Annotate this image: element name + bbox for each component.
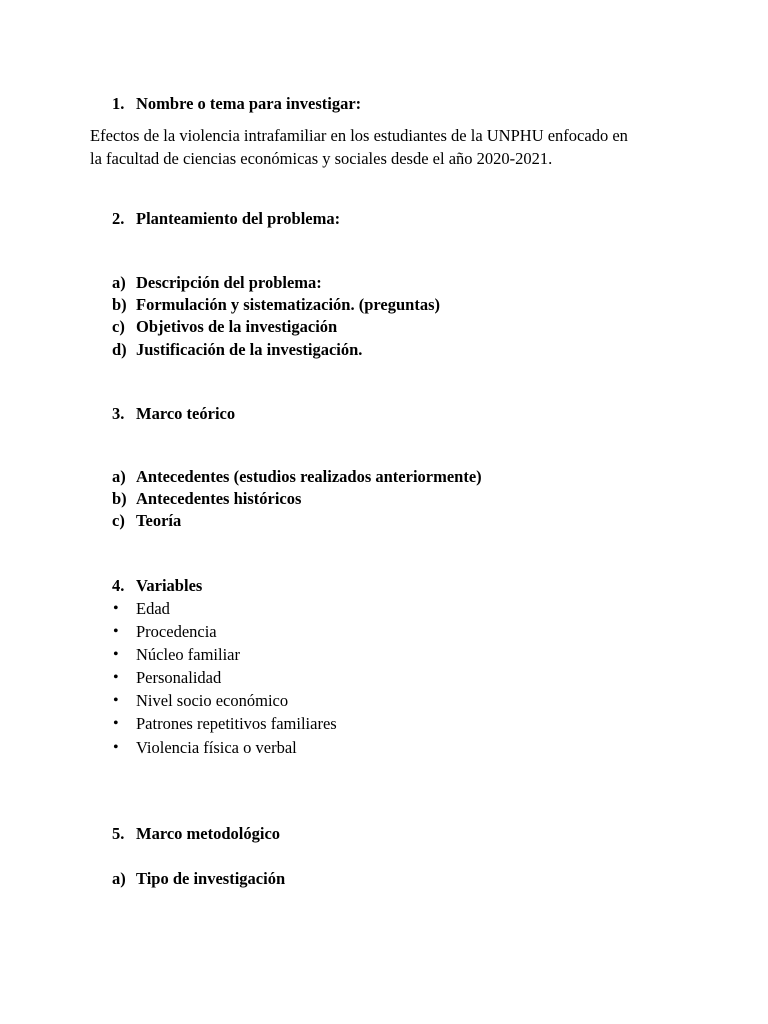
list-item-text: Teoría: [136, 511, 182, 530]
section-2-item-a: [112, 272, 322, 294]
variable-item: Violencia física o verbal: [136, 738, 297, 757]
bullet-icon: •: [113, 739, 119, 756]
list-marker: a): [112, 273, 126, 292]
list-item-text: Tipo de investigación: [136, 869, 286, 888]
section-4-heading: [112, 575, 202, 597]
section-4-title: Variables: [136, 576, 203, 595]
list-item-text: Descripción del problema:: [136, 273, 322, 292]
variable-item: Procedencia: [136, 622, 217, 641]
bullet-icon: •: [113, 600, 119, 617]
list-marker: d): [112, 340, 127, 359]
section-3-item-a: [112, 466, 482, 488]
section-2-heading: [112, 208, 340, 230]
list-marker: b): [112, 295, 127, 314]
section-5-title: Marco metodológico: [136, 824, 281, 843]
section-1-heading: [112, 93, 361, 115]
section-5-number: 5.: [112, 824, 125, 843]
variable-item: Edad: [136, 599, 170, 618]
section-2-title: Planteamiento del problema:: [136, 209, 341, 228]
list-item-text: Objetivos de la investigación: [136, 317, 338, 336]
section-1-number: 1.: [112, 94, 125, 113]
bullet-icon: •: [113, 715, 119, 732]
list-marker: a): [112, 869, 126, 888]
section-2-item-c: [112, 316, 337, 338]
section-5-item-a: [112, 868, 285, 890]
section-3-title: Marco teórico: [136, 404, 236, 423]
list-marker: c): [112, 317, 125, 336]
variable-item: Personalidad: [136, 668, 222, 687]
section-2-item-d: [112, 339, 362, 361]
list-item-text: Justificación de la investigación.: [136, 340, 363, 359]
section-3-item-c: [112, 510, 181, 532]
bullet-icon: •: [113, 669, 119, 686]
bullet-icon: •: [113, 623, 119, 640]
section-3-item-b: [112, 488, 301, 510]
section-2-item-b: [112, 294, 440, 316]
section-3-heading: [112, 403, 235, 425]
section-1-title: Nombre o tema para investigar:: [136, 94, 362, 113]
list-item-text: Formulación y sistematización. (preguntas): [136, 295, 441, 314]
section-3-number: 3.: [112, 404, 125, 423]
list-item-text: Antecedentes históricos: [136, 489, 302, 508]
variable-item: Patrones repetitivos familiares: [136, 714, 337, 733]
section-5-heading: [112, 823, 280, 845]
variable-item: Nivel socio económico: [136, 691, 289, 710]
bullet-icon: •: [113, 646, 119, 663]
section-1-paragraph-line-1: Efectos de la violencia intrafamiliar en los estudiantes de la UNPHU enfocado en: [90, 126, 628, 145]
variable-item: Núcleo familiar: [136, 645, 240, 664]
section-4-number: 4.: [112, 576, 125, 595]
section-1-paragraph-line-2: la facultad de ciencias económicas y sociales desde el año 2020-2021.: [90, 149, 553, 168]
list-marker: c): [112, 511, 125, 530]
list-item-text: Antecedentes (estudios realizados anteriormente): [136, 467, 482, 486]
bullet-icon: •: [113, 692, 119, 709]
list-marker: a): [112, 467, 126, 486]
list-marker: b): [112, 489, 127, 508]
section-2-number: 2.: [112, 209, 125, 228]
